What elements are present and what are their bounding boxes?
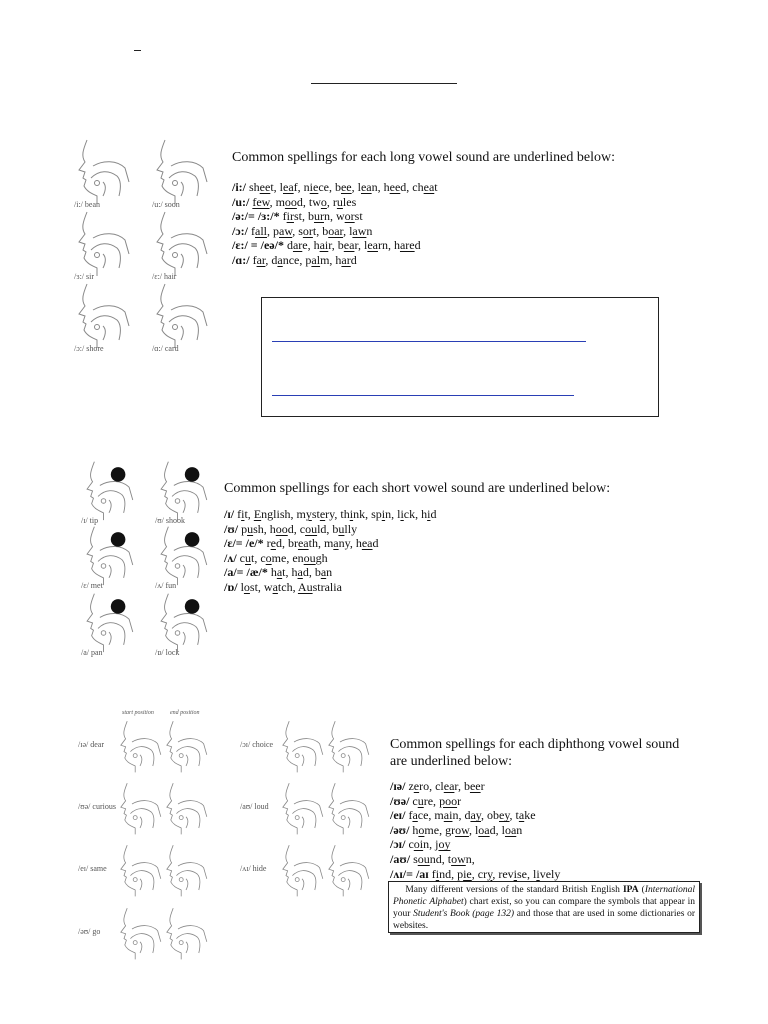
- word-text: , t: [509, 808, 519, 823]
- word-text: d: [414, 238, 421, 253]
- mouth-diagram: [152, 458, 214, 522]
- underlined-spelling: e: [319, 507, 326, 521]
- note-ipa: IPA: [622, 885, 639, 895]
- ipa-symbol: /ɪ/: [224, 507, 235, 521]
- underlined-spelling: ea: [367, 238, 378, 253]
- word-text: d, br: [275, 536, 298, 551]
- word-text: n, w: [323, 209, 345, 224]
- word-text: n: [366, 223, 373, 238]
- word-text: r, b: [454, 779, 470, 793]
- diagram-caption: /ɪ/ tip: [81, 516, 99, 525]
- word-text: d, b: [302, 565, 321, 580]
- mouth-diagram: [162, 718, 210, 774]
- word-text: n, h: [371, 180, 390, 194]
- underlined-spelling: ai: [443, 808, 453, 823]
- word-text: f: [428, 866, 436, 881]
- mouth-diagram: [162, 780, 210, 836]
- underlined-spelling: ar: [341, 252, 351, 267]
- underlined-spelling: u: [417, 793, 424, 808]
- word-text: l: [237, 579, 244, 594]
- word-text: , rev: [492, 866, 514, 881]
- vowel-line: [224, 580, 436, 595]
- ipa-note-box: [388, 881, 700, 933]
- vowel-line: [390, 808, 560, 823]
- diagram-caption: /u:/ soon: [152, 200, 180, 209]
- word-text: , m: [269, 194, 285, 209]
- word-text: d: [372, 536, 379, 551]
- vowel-line: [232, 253, 438, 268]
- vowel-line: [224, 522, 436, 537]
- word-text: d, l: [489, 822, 505, 837]
- diagram-caption: /ɛ:/ hair: [152, 272, 177, 281]
- word-text: n, l: [385, 507, 401, 521]
- word-text: les: [342, 194, 357, 209]
- word-text: n: [326, 565, 333, 580]
- underlined-spelling: aw: [352, 223, 367, 238]
- underlined-spelling: a: [412, 808, 418, 823]
- vowel-line: [232, 238, 438, 253]
- word-text: r, l: [354, 238, 368, 253]
- ipa-symbol: /ʊə/: [390, 793, 410, 808]
- word-text: f: [249, 252, 257, 267]
- word-text: sh, h: [253, 521, 276, 536]
- word-text: ck, h: [403, 507, 428, 521]
- mouth-diagram: [324, 780, 372, 836]
- word-text: stralia: [312, 579, 342, 594]
- underlined-spelling: oo: [275, 521, 288, 536]
- underlined-spelling: oar: [328, 223, 344, 238]
- word-text: rn, h: [377, 238, 400, 253]
- diagram-caption: /ɛ/ met: [81, 581, 103, 590]
- word-text: n: [516, 822, 523, 837]
- long-vowel-heading: Common spellings for each long vowel sound are underlined below:: [232, 150, 615, 165]
- word-text: ld, b: [317, 521, 339, 536]
- diagram-caption: /ɜ:/ sir: [74, 272, 95, 281]
- answer-box: [261, 297, 659, 417]
- diagram-caption: /ʌ/ fun: [155, 581, 177, 590]
- word-text: , r: [326, 194, 337, 209]
- mouth-diagram: [324, 718, 372, 774]
- mouth-diagram: [148, 136, 214, 206]
- word-text: , cr: [471, 866, 488, 881]
- diagram-caption: /i:/ bean: [74, 200, 100, 209]
- blank-link-line[interactable]: [272, 395, 574, 396]
- word-text: t, b: [312, 223, 329, 238]
- underlined-spelling: are: [399, 238, 415, 253]
- underlined-spelling: ir: [286, 209, 294, 224]
- underlined-spelling: a: [272, 579, 278, 594]
- ipa-symbol: /eɪ/: [390, 808, 406, 823]
- diphthong-list: [390, 779, 560, 881]
- word-text: h: [409, 822, 419, 837]
- word-text: d: [283, 238, 293, 253]
- word-text: r, b: [328, 238, 344, 253]
- underlined-spelling: E: [253, 507, 262, 521]
- word-text: nce, p: [282, 252, 312, 267]
- underlined-spelling: o: [265, 550, 272, 565]
- underlined-spelling: ou: [303, 550, 316, 565]
- ipa-symbol: /ɪə/: [390, 779, 406, 793]
- underlined-spelling: oa: [478, 822, 490, 837]
- mouth-diagram: [78, 523, 140, 587]
- word-text: s: [410, 851, 418, 866]
- diagram-caption: /ɪə/ dear: [78, 740, 104, 749]
- word-text: p: [238, 521, 248, 536]
- mouth-diagram: [116, 905, 164, 961]
- word-text: , p: [267, 223, 279, 238]
- underlined-spelling: or: [302, 223, 313, 238]
- word-text: ce, m: [417, 808, 444, 823]
- word-text: nd, t: [429, 851, 452, 866]
- word-text: me, en: [271, 550, 304, 565]
- ipa-symbol: /i:/: [232, 180, 246, 194]
- mouth-diagram: [70, 136, 136, 206]
- mouth-diagram: [278, 780, 326, 836]
- underlined-spelling: ie: [309, 180, 319, 194]
- ipa-symbol: /u:/: [232, 194, 250, 209]
- underlined-spelling: ou: [417, 851, 430, 866]
- mouth-diagram: [116, 842, 164, 898]
- underlined-spelling: u: [245, 550, 251, 565]
- word-text: se, l: [517, 866, 537, 881]
- vowel-line: [390, 779, 560, 794]
- mouth-diagram: [116, 780, 164, 836]
- word-text: st, b: [293, 209, 314, 224]
- word-text: f, n: [293, 180, 310, 194]
- underlined-spelling: i: [349, 507, 354, 521]
- word-text: ry, th: [325, 507, 350, 521]
- word-text: ro, cl: [419, 779, 444, 793]
- word-text: ce, b: [318, 180, 341, 194]
- underlined-spelling: ea: [343, 238, 355, 253]
- underlined-spelling: u: [338, 521, 345, 536]
- word-text: e, h: [302, 238, 320, 253]
- word-text: d: [350, 252, 357, 267]
- vowel-line: [390, 852, 560, 867]
- ipa-symbol: /ɛ:/ = /eə/*: [232, 238, 284, 253]
- diphthong-heading-line2: are underlined below:: [390, 754, 513, 769]
- underlined-spelling: ee: [469, 779, 481, 793]
- underlined-spelling: ey: [499, 808, 510, 823]
- word-text: d, c: [287, 521, 306, 536]
- underlined-spelling: i: [513, 866, 517, 881]
- vowel-line: [224, 507, 436, 522]
- note-book-ref: Student's Book (page 132): [413, 909, 515, 919]
- word-text: t, l: [270, 180, 283, 194]
- word-text: me, gr: [424, 822, 456, 837]
- word-text: nglish, m: [261, 507, 306, 521]
- word-text: vely: [539, 866, 561, 881]
- underlined-spelling: i: [435, 866, 440, 881]
- diagram-caption: /əʊ/ go: [78, 927, 101, 936]
- vowel-line: [224, 551, 436, 566]
- word-text: r: [263, 536, 271, 551]
- note-text: Many different versions of the standard British English: [405, 885, 623, 895]
- word-text: gh: [315, 550, 328, 565]
- word-text: , ob: [481, 808, 499, 823]
- diagram-caption: /ʊə/ curious: [78, 802, 116, 811]
- underlined-spelling: few: [252, 194, 270, 209]
- underlined-spelling: i: [381, 507, 386, 521]
- mouth-diagram: [278, 842, 326, 898]
- ipa-symbol: /ɒ/: [224, 579, 238, 594]
- word-text: d, ch: [400, 180, 424, 194]
- underlined-spelling: ea: [361, 536, 373, 551]
- ipa-symbol: /ʌ/: [224, 550, 237, 565]
- underlined-spelling: ow: [451, 851, 466, 866]
- ipa-symbol: /əʊ/: [390, 822, 410, 837]
- mouth-diagram: [78, 458, 140, 522]
- underlined-spelling: ea: [283, 180, 294, 194]
- underlined-spelling: u: [247, 521, 254, 536]
- underlined-spelling: ie: [463, 866, 472, 881]
- word-text: t: [434, 180, 438, 194]
- ipa-symbol: /ə:/= /ɜ:/*: [232, 209, 280, 224]
- blank-link-line[interactable]: [272, 341, 586, 342]
- underlined-spelling: ea: [297, 536, 309, 551]
- note-text: ) chart exist, so you can compare the symbols that appear in your: [393, 897, 695, 919]
- column-label: start position: [122, 710, 154, 716]
- underlined-spelling: e: [270, 536, 276, 551]
- underlined-spelling: ee: [259, 180, 271, 194]
- word-text: m, h: [320, 252, 342, 267]
- mouth-diagram: [152, 590, 214, 654]
- mouth-diagram: [162, 842, 210, 898]
- underlined-spelling: ar: [292, 238, 303, 253]
- mouth-diagram: [116, 718, 164, 774]
- word-text: sh: [246, 180, 260, 194]
- word-text: d, tw: [296, 194, 321, 209]
- diagram-caption: /ɔ:/ shore: [74, 344, 104, 353]
- title-rule: [311, 83, 457, 84]
- word-text: f: [279, 209, 287, 224]
- column-label: end position: [170, 710, 200, 716]
- word-text: h: [267, 565, 277, 580]
- word-text: t, c: [251, 550, 266, 565]
- word-text: t,: [244, 507, 254, 521]
- underlined-spelling: a: [333, 536, 339, 551]
- diagram-caption: /eɪ/ same: [78, 864, 107, 873]
- word-text: st: [354, 209, 363, 224]
- word-text: , l: [343, 223, 353, 238]
- diagram-caption: /ʌɪ/ hide: [240, 864, 267, 873]
- diagram-caption: /ɑ:/ card: [152, 344, 179, 353]
- word-text: ke: [524, 808, 536, 823]
- underlined-spelling: y: [487, 866, 493, 881]
- word-text: n, j: [423, 837, 439, 852]
- underlined-spelling: ur: [313, 209, 324, 224]
- mouth-diagram: [324, 842, 372, 898]
- underlined-spelling: e: [413, 779, 420, 793]
- underlined-spelling: y: [305, 507, 312, 521]
- word-text: z: [405, 779, 414, 793]
- short-vowel-list: [224, 507, 436, 595]
- underlined-spelling: ar: [256, 252, 266, 267]
- word-text: , l: [468, 822, 479, 837]
- underlined-spelling: ea: [423, 180, 435, 194]
- ipa-symbol: /a/= /æ/*: [224, 565, 268, 580]
- diagram-caption: /ʊ/ shook: [155, 516, 185, 525]
- diagram-caption: /a/ pan: [81, 648, 103, 657]
- underlined-spelling: o: [418, 822, 425, 837]
- diagram-caption: /aʊ/ loud: [240, 802, 269, 811]
- word-text: ny, h: [338, 536, 362, 551]
- ipa-symbol: /ʌɪ/= /aɪ: [390, 866, 429, 881]
- underlined-spelling: ee: [389, 180, 401, 194]
- underlined-spelling: aw: [279, 223, 293, 238]
- word-text: f: [405, 808, 413, 823]
- word-text: st, w: [249, 579, 273, 594]
- underlined-spelling: i: [536, 866, 540, 881]
- underlined-spelling: o: [320, 194, 327, 209]
- vowel-line: [232, 180, 438, 195]
- long-vowel-list: [232, 180, 438, 268]
- word-text: lly: [344, 521, 358, 536]
- word-text: tch,: [277, 579, 298, 594]
- underlined-spelling: i: [400, 507, 404, 521]
- underlined-spelling: i: [427, 507, 431, 521]
- mouth-diagram: [278, 718, 326, 774]
- underlined-spelling: ee: [340, 180, 352, 194]
- vowel-line: [232, 209, 438, 224]
- vowel-line: [390, 823, 560, 838]
- mouth-diagram: [148, 280, 214, 350]
- underlined-spelling: a: [518, 808, 525, 823]
- word-text: nd, p: [439, 866, 464, 881]
- vowel-line: [390, 837, 560, 852]
- underlined-spelling: or: [344, 209, 355, 224]
- mouth-diagram: [78, 590, 140, 654]
- underlined-spelling: u: [336, 194, 343, 209]
- diagram-caption: /ɔɪ/ choice: [240, 740, 274, 749]
- note-ipa-full: International Phonetic Alphabet: [393, 885, 695, 907]
- underlined-spelling: Au: [297, 579, 313, 594]
- word-text: re,: [423, 793, 440, 808]
- underlined-spelling: oi: [413, 837, 424, 852]
- mouth-diagram: [152, 523, 214, 587]
- word-text: c: [405, 837, 414, 852]
- underlined-spelling: ea: [360, 180, 372, 194]
- word-text: r: [480, 779, 485, 793]
- underlined-spelling: ai: [319, 238, 329, 253]
- underlined-spelling: poo: [439, 793, 458, 808]
- word-text: f: [248, 223, 255, 238]
- underlined-spelling: oo: [284, 194, 297, 209]
- word-text: , l: [351, 180, 361, 194]
- mouth-diagram: [148, 208, 214, 278]
- underlined-spelling: ou: [305, 521, 318, 536]
- note-text: and those that are used in some dictionaries or websites.: [393, 909, 695, 931]
- underlined-spelling: ea: [443, 779, 455, 793]
- underlined-spelling: a: [276, 565, 283, 580]
- word-text: th, m: [308, 536, 334, 551]
- word-text: , s: [292, 223, 303, 238]
- ipa-symbol: /ɑ:/: [232, 252, 250, 267]
- underlined-spelling: a: [320, 565, 327, 580]
- mouth-diagram: [70, 280, 136, 350]
- vowel-line: [224, 536, 436, 551]
- underlined-spelling: o: [243, 579, 250, 594]
- diphthong-heading-line1: Common spellings for each diphthong vowel sound: [390, 737, 680, 752]
- short-vowel-heading: Common spellings for each short vowel sound are underlined below:: [224, 481, 611, 496]
- word-text: nk, sp: [353, 507, 382, 521]
- ipa-symbol: /ɛ/= /e/*: [224, 536, 264, 551]
- vowel-line: [224, 565, 436, 580]
- vowel-line: [232, 195, 438, 210]
- word-text: f: [234, 507, 242, 521]
- ipa-symbol: /ʊ/: [224, 521, 239, 536]
- word-text: c: [409, 793, 418, 808]
- underlined-spelling: all: [255, 223, 267, 238]
- word-text: st: [311, 507, 320, 521]
- word-text: d: [430, 507, 437, 521]
- mouth-diagram: [162, 905, 210, 961]
- underlined-spelling: ow: [455, 822, 469, 837]
- word-text: n,: [465, 851, 475, 866]
- mouth-diagram: [70, 208, 136, 278]
- word-text: t, h: [282, 565, 298, 580]
- underlined-spelling: a: [297, 565, 303, 580]
- word-text: , d: [265, 252, 278, 267]
- note-text: (: [638, 885, 645, 895]
- word-text: r: [457, 793, 462, 808]
- ipa-symbol: /ɔɪ/: [390, 837, 406, 852]
- vowel-line: [232, 224, 438, 239]
- diagram-caption: /ɒ/ lock: [155, 648, 180, 657]
- header-dash: [134, 50, 141, 51]
- vowel-line: [390, 867, 560, 882]
- underlined-spelling: i: [241, 507, 245, 521]
- underlined-spelling: oy: [438, 837, 451, 852]
- word-text: c: [236, 550, 245, 565]
- vowel-line: [390, 794, 560, 809]
- underlined-spelling: al: [311, 252, 321, 267]
- ipa-symbol: /aʊ/: [390, 851, 411, 866]
- underlined-spelling: ay: [470, 808, 481, 823]
- word-text: n, d: [452, 808, 471, 823]
- ipa-symbol: /ɔ:/: [232, 223, 248, 238]
- underlined-spelling: oa: [504, 822, 517, 837]
- underlined-spelling: a: [277, 252, 283, 267]
